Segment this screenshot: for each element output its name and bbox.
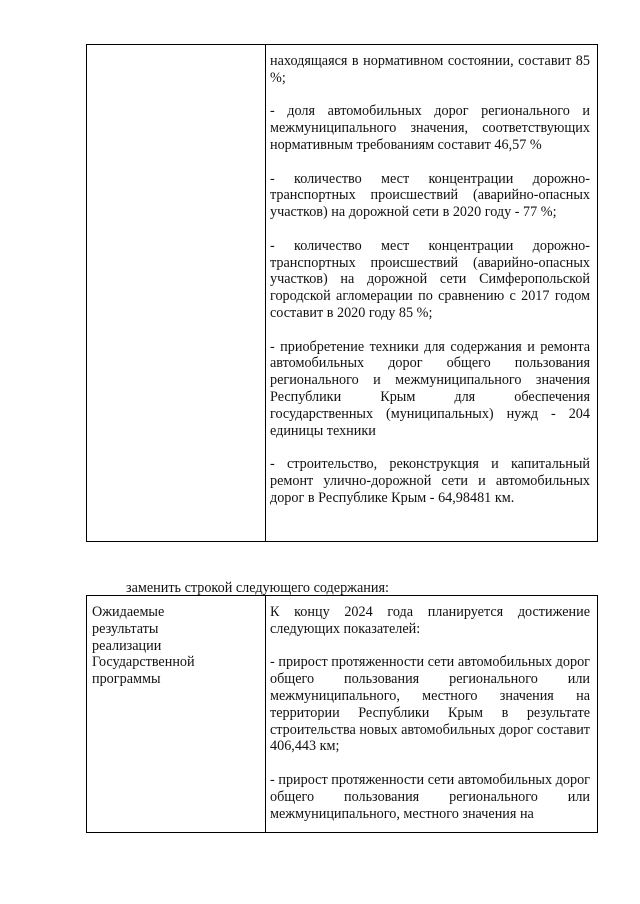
table-new-row	[86, 595, 598, 833]
table-right-cell	[270, 604, 590, 822]
row-heading-line: Ожидаемые	[92, 604, 165, 620]
result-paragraph: - строительство, реконструкция и капитальный ремонт улично-дорожной сети и автомобильных дорог в Республике Крым - 64,98481 км.	[270, 456, 590, 506]
result-paragraph: - прирост протяженности сети автомобильных дорог общего пользования регионального или межмуниципального, местного значения на	[270, 771, 590, 822]
result-paragraph: - количество мест концентрации дорожно-транспортных происшествий (аварийно-опасных участков) на дорожной сети в 2020 году - 77 %;	[270, 170, 590, 221]
row-heading-line: Государственной	[92, 654, 195, 671]
table-continued	[86, 44, 598, 542]
row-heading-cell	[92, 604, 262, 688]
result-paragraph: - прирост протяженности сети автомобильных дорог общего пользования регионального или межмуниципального, местного значения на территории Республики Крым в результате строительства новых автомобильных дорог составит 406,443 км;	[270, 654, 590, 755]
column-divider	[265, 45, 266, 541]
result-paragraph: - количество мест концентрации дорожно-транспортных происшествий (аварийно-опасных участков) на дорожной сети Симферопольской городской агломерации по сравнению с 2017 годом составит в 2020 году 85 %;	[270, 237, 590, 321]
row-heading-line: реализации	[92, 637, 162, 654]
row-heading-line: результаты	[92, 620, 159, 637]
column-divider	[265, 596, 266, 832]
row-heading-line: программы	[92, 671, 161, 688]
replace-instruction: заменить строкой следующего содержания:	[126, 580, 389, 596]
result-paragraph: - доля автомобильных дорог регионального и межмуниципального значения, соответствующих нормативным требованиям составит 46,57 %	[270, 103, 590, 153]
result-paragraph: К концу 2024 года планируется достижение следующих показателей:	[270, 604, 590, 637]
result-paragraph: находящаяся в нормативном состоянии, составит 85 %;	[270, 53, 590, 86]
result-paragraph: - приобретение техники для содержания и ремонта автомобильных дорог общего пользования регионального и межмуниципального значения Республики Крым для обеспечения государственных (муниципальных) нужд - 204 единицы техники	[270, 338, 590, 439]
table-right-cell	[270, 53, 590, 507]
